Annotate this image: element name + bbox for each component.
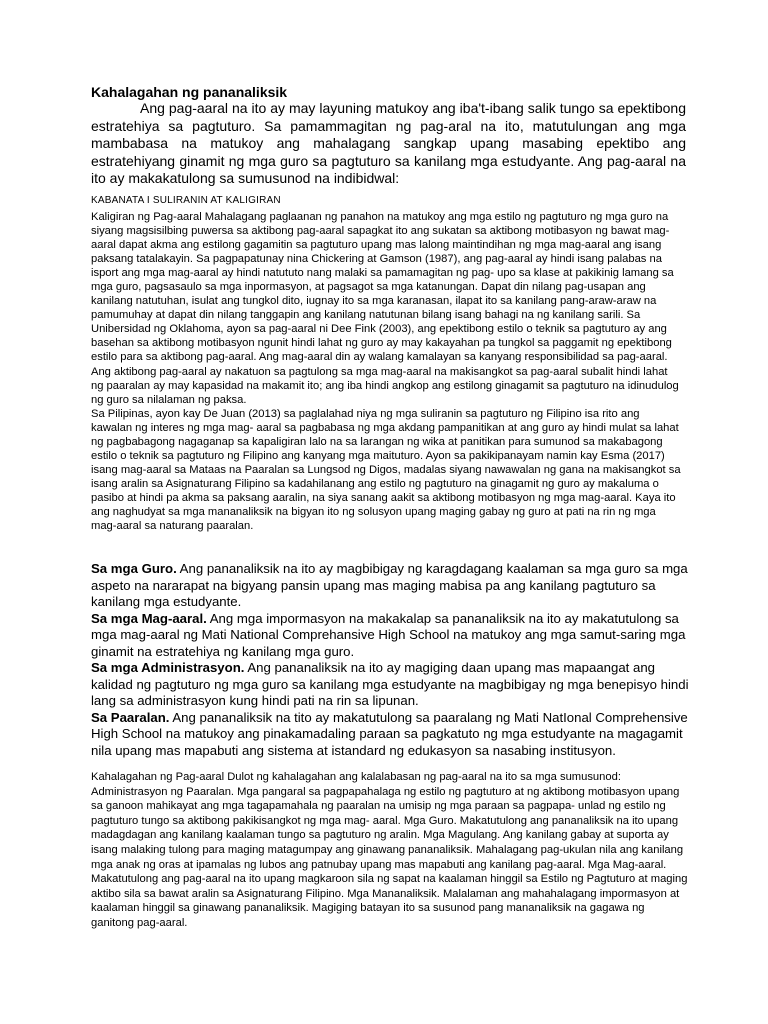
beneficiary-administration bbox=[91, 660, 691, 710]
chapter-title: KABANATA I SULIRANIN AT KALIGIRAN bbox=[91, 195, 281, 206]
background-paragraph: Kaligiran ng Pag-aaral Mahalagang paglaanan ng panahon na matukoy ang mga estilo ng pagtuturo ng mga guro na siyang magsisilbing puwersa sa aktibong pag-aaral sapagkat ito ang sukatan sa aktibong motibasyon ng bawat mag-aaral dapat akma ang estilong gagamitin sa pagtuturo upang mas lalong maintindihan ng mga mag-aaral ang isang paksang tatalakayin. Sa pagpapatunay nina Chickering at Gamson (1987), ang pag-aaral ay hindi isang palabas na isport ang mga mag-aaral ay hindi natututo nang malaki sa pamamagitan ng pag- upo sa klase at pakikinig lamang sa mga guro, pagsasaulo sa mga inpormasyon, at pagsagot sa mga katanungan. Dapat din nilang pag-usapan ang kanilang natutuhan, isulat ang tungkol dito, iugnay ito sa mga karanasan, ilapat ito sa kanilang pang-araw-araw na pamumuhay at dapat din nilang tanggapin ang kanilang natutunan bilang isang bahagi na ng kanilang sarili. Sa Unibersidad ng Oklahoma, ayon sa pag-aaral ni Dee Fink (2003), ang epektibong estilo o teknik sa pagtuturo ay ang basehan sa aktibong motibasyon ngunit hindi lahat ng guro ay may kakayahan pa tungkol sa paggamit ng epektibong estilo para sa aktibong pag-aaral. Ang mag-aaral din ay walang kamalayan sa kanyang responsibilidad sa pag-aaral. Ang aktibong pag-aaral ay nakatuon sa pagtulong sa mga mag-aaral na makisangkot sa pag-aaral subalit hindi lahat ng paaralan ay may kapasidad na makamit ito; ang iba hindi angkop ang estilong ginagamit sa pagtuturo na idinudulog ng guro sa nilalaman ng paksa. bbox=[91, 211, 679, 406]
beneficiary-label: Sa mga Guro. bbox=[91, 561, 177, 576]
beneficiary-label: Sa mga Administrasyon. bbox=[91, 660, 245, 675]
significance-summary-paragraph: Kahalagahan ng Pag-aaral Dulot ng kahalagahan ang kalalabasan ng pag-aaral na ito sa mga sumusunod: Administrasyon ng Paaralan. Mga pangaral sa pagpapahalaga ng estilo ng pagtuturo at ng aktibong motibasyon upang sa ganoon mahikayat ang mga tagapamahala ng paaralan na umisip ng mga paraan sa pagpapa- unlad ng estilo ng pagtuturo tungo sa aktibong pakikisangkot ng mga mag- aaral. Mga Guro. Makatutulong ang pananaliksik na ito upang madagdagan ang kanilang kaalaman tungo sa pagtuturo ng aralin. Mga Magulang. Ang kanilang gabay at suporta ay isang malaking tulong para maging matagumpay ang ginawang pananaliksik. Mahalagang pag-ukulan nila ang kanilang mga anak ng oras at ipamalas ng lubos ang patnubay upang mas mapabuti ang kanilang pag-aaral. Mga Mag-aaral. Makatutulong ang pag-aaral na ito upang magkaroon sila ng sapat na kaalaman hinggil sa Estilo ng Pagtuturo at maging aktibo sila sa bawat aralin sa Asignaturang Filipino. Mga Mananaliksik. Malalaman ang mahahalagang impormasyon at kaalaman hinggil sa ginawang pananaliksik. Magiging batayan ito sa susunod pang mananaliksik na gagawa ng ganitong pag-aaral. bbox=[91, 771, 688, 929]
beneficiary-text: Ang mga impormasyon na makakalap sa pananaliksik na ito ay makatutulong sa mga mag-aaral ng Mati National Comprehansive High School na matukoy ang mga samut-saring mga ginamit na estratehiya ng kanilang mga guro. bbox=[91, 610, 686, 659]
beneficiary-text: Ang pananaliksik na tito ay makatutulong sa paaralang ng Mati NatIonal Comprehensive High School na matukoy ang pinakamadaling paraan sa pagkatuto ng mga estudyante na magagamit nila upang mas mapabuti ang sistema at istandard ng edukasyon sa nasabing institusyon. bbox=[91, 709, 688, 758]
section-heading: Kahalagahan ng pananaliksik bbox=[91, 84, 288, 100]
beneficiary-label: Sa mga Mag-aaral. bbox=[91, 610, 207, 626]
beneficiary-text: Ang pananaliksik na ito ay magiging daan upang mas mapaangat ang kalidad ng pagtuturo ng mga guro sa kanilang mga estudyante na magbibigay ng mga benepisyo hindi lang sa administrasyon kung hindi pati na rin sa lipunan. bbox=[91, 660, 689, 708]
beneficiary-text: Ang pananaliksik na ito ay magbibigay ng karagdagang kaalaman sa mga guro sa mga aspeto na nararapat na bigyang pansin upang mas maging mabisa pa ang kanilang pagtuturo sa kanilang mga estudyante. bbox=[91, 561, 688, 609]
chapter-body bbox=[91, 210, 683, 533]
beneficiary-students bbox=[91, 611, 691, 661]
beneficiary-teachers bbox=[91, 561, 691, 611]
beneficiary-school bbox=[91, 710, 691, 760]
philippines-paragraph: Sa Pilipinas, ayon kay De Juan (2013) sa paglalahad niya ng mga suliranin sa pagtuturo ng Filipino isa rito ang kawalan ng interes ng mga mag- aaral sa pagbabasa ng mga akdang pampanitikan at ang guro ay hindi mulat sa lahat ng pagbabagong nagaganap sa kapaligiran lalo na sa larangan ng wika at panitikan para sumunod sa makabagong estilo o teknik sa pagtuturo ng Filipino ang kanyang mga maituturo. Ayon sa pakikipanayam namin kay Esma (2017) isang mag-aaral sa Mataas na Paaralan sa Lungsod ng Digos, madalas siyang nawawalan ng gana na makisangkot sa isang aralin sa Asignaturang Filipino sa kadahilanang ang estilo ng pagtuturo na ginagamit ng guro ay makaluma o pasibo at hindi pa akma sa paksang aaralin, na siya sanang aakit sa aktibong motibasyon ng mga mag-aaral. Kaya ito ang naghudyat sa mga mananaliksik na bigyan ito ng solusyon upang maging gabay ng guro at pati na rin ng mga mag-aaral sa naturang paaralan. bbox=[91, 407, 681, 533]
beneficiaries-list bbox=[91, 561, 691, 759]
beneficiary-label: Sa Paaralan. bbox=[91, 709, 170, 725]
intro-paragraph: Ang pag-aaral na ito ay may layuning matukoy ang iba't-ibang salik tungo sa epektibong estratehiya sa pagtuturo. Sa pamammagitan ng pag-aral na ito, matutulungan ang mga mambabasa na matukoy ang mahalagang sangkap upang masabing epektibo ang estratehiyang ginamit ng mga guro sa pagtuturo sa kanilang mga estudyante. Ang pag-aaral na ito ay makakatulong sa sumusunod na indibidwal: bbox=[91, 100, 686, 186]
